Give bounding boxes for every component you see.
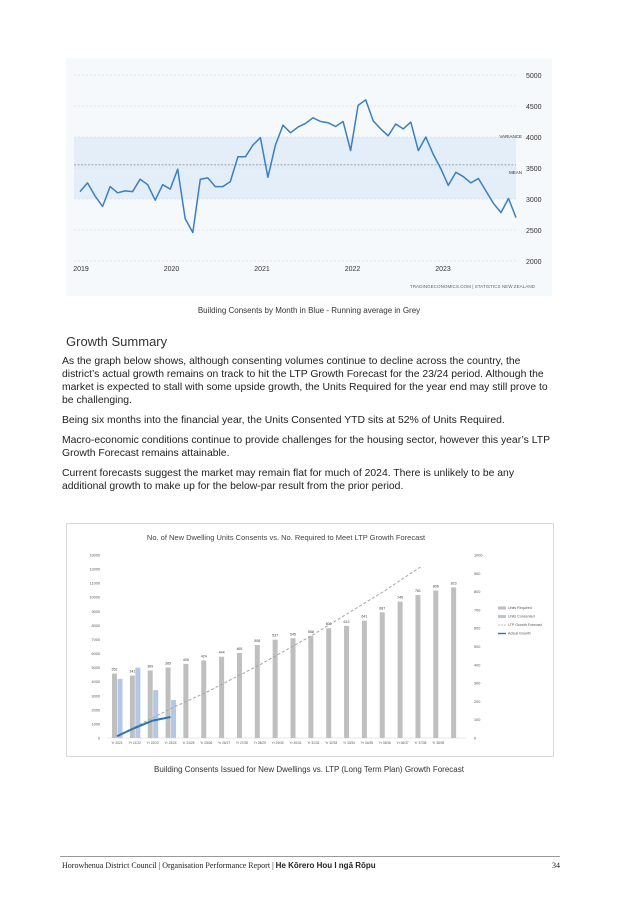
footer-org: Horowhenua District Council | Organisation Performance Report | — [62, 861, 276, 870]
bar-value-label: 613 — [343, 619, 350, 624]
y-right-tick: 900 — [474, 571, 481, 576]
x-tick-label: Yr 23/24 — [164, 741, 177, 745]
x-tick-label: 2022 — [344, 266, 361, 273]
bar-units-required — [362, 621, 367, 738]
paragraph: Being six months into the financial year, the Units Consented YTD sits at 52% of Units Required. — [62, 415, 505, 426]
y-left-tick: 9000 — [91, 609, 100, 614]
bar-units-required — [398, 601, 403, 738]
bar-units-required — [255, 645, 260, 738]
x-tick-label: Yr 28/29 — [253, 741, 266, 745]
bar-value-label: 424 — [200, 654, 207, 659]
y-right-tick: 0 — [474, 736, 477, 741]
bar-units-required — [148, 670, 153, 738]
x-tick-label: Yr 25/26 — [200, 741, 213, 745]
x-tick-label: Yr 32/33 — [325, 741, 338, 745]
legend-label: Units Consented — [508, 614, 535, 619]
y-left-tick: 10000 — [89, 595, 100, 600]
x-tick-label: Yr 35/36 — [378, 741, 391, 745]
y-right-tick: 500 — [474, 645, 481, 649]
bar-units-required — [219, 657, 224, 738]
y-left-tick: 1000 — [91, 722, 100, 727]
x-tick-label: 2023 — [435, 266, 451, 273]
bar-units-required — [326, 628, 331, 738]
paragraph: Macro-economic conditions continue to provide challenges for the housing sector, however this year’s LTP Growth Forecast remains attainable. — [62, 435, 550, 459]
y-tick-label: 4500 — [526, 104, 542, 111]
bar-value-label: 537 — [272, 633, 279, 638]
page-number: 34 — [552, 861, 560, 870]
bar-value-label: 641 — [361, 614, 368, 619]
bar-units-required — [344, 626, 349, 738]
footer-report-name: He Kōrero Hou I ngā Rōpu — [275, 861, 376, 870]
mean-label: MEAN — [508, 169, 522, 175]
y-tick-label: 4000 — [526, 135, 542, 142]
x-tick-label: Yr 29/30 — [271, 741, 284, 745]
bar-value-label: 341 — [129, 669, 136, 674]
x-tick-label: Yr 33/34 — [343, 741, 356, 745]
bar-value-label: 444 — [218, 650, 225, 655]
dwelling-consents-bar-chart — [66, 523, 552, 755]
x-tick-label: Yr 34/35 — [360, 741, 373, 745]
y-left-tick: 2000 — [91, 708, 100, 713]
paragraph: Current forecasts suggest the market may remain flat for much of 2024. There is unlikely to be any additional growth to make up for the below-par result from the prior period. — [62, 468, 515, 492]
x-tick-label: Yr 38/39 — [432, 741, 445, 745]
bar-units-required — [166, 668, 171, 738]
bar-value-label: 781 — [414, 589, 421, 594]
y-right-tick: 400 — [474, 663, 481, 668]
bar-units-required — [201, 660, 206, 738]
y-right-tick: 200 — [474, 699, 481, 704]
bar-value-label: 545 — [290, 632, 296, 637]
x-tick-label: Yr 30/31 — [289, 741, 302, 745]
bar-value-label: 352 — [111, 667, 118, 672]
bar-units-required — [183, 664, 188, 738]
chart1-caption: Building Consents by Month in Blue - Running average in Grey — [197, 306, 421, 315]
ltp-forecast-line — [117, 567, 421, 736]
y-left-tick: 0 — [97, 736, 100, 741]
y-right-tick: 700 — [474, 608, 481, 613]
y-tick-label: 3500 — [526, 166, 542, 173]
bar-value-label: 600 — [325, 622, 332, 627]
legend-swatch — [498, 615, 506, 618]
y-left-tick: 7000 — [91, 637, 100, 642]
bar-units-required — [273, 640, 278, 738]
x-tick-label: Yr 21/22 — [128, 741, 141, 745]
y-tick-label: 2000 — [526, 259, 542, 266]
x-tick-label: Yr 31/32 — [307, 741, 320, 745]
legend-label: Actual Growth — [508, 631, 531, 636]
footer-text — [62, 861, 376, 870]
x-tick-label: Yr 2021 — [111, 741, 123, 745]
bar-units-required — [415, 595, 420, 738]
bar-units-required — [112, 674, 117, 738]
y-left-tick: 11000 — [89, 581, 100, 586]
bar-value-label: 558 — [307, 629, 314, 634]
y-left-tick: 3000 — [91, 694, 100, 699]
section-heading: Growth Summary — [66, 334, 168, 349]
bar-units-consented — [171, 700, 176, 738]
legend-label: Units Required — [508, 606, 532, 610]
paragraph: As the graph below shows, although consenting volumes continue to decline across the country, the district’s actual growth remains on track to hit the LTP Growth Forecast for the 23/24 period. Although the market is expected to stall with some upside growth, the Units Required for the year end may still prove to be challenging. — [62, 356, 548, 406]
x-tick-label: Yr 22/23 — [146, 741, 159, 745]
bar-value-label: 405 — [182, 657, 189, 662]
y-left-tick: 5000 — [91, 666, 100, 671]
bar-units-required — [433, 591, 438, 738]
source-note: TRADINGECONOMICS.COM | STATISTICS NEW ZEALAND — [409, 284, 535, 289]
building-consents-line-chart — [66, 58, 552, 296]
bar-units-required — [291, 638, 296, 738]
x-tick-label: Yr 36/37 — [396, 741, 409, 745]
bar-units-required — [308, 636, 313, 738]
chart2-caption: Building Consents Issued for New Dwellings vs. LTP (Long Term Plan) Growth Forecast — [154, 765, 464, 774]
bar-units-required — [451, 587, 456, 738]
y-right-tick: 1000 — [474, 553, 483, 558]
bar-value-label: 806 — [432, 584, 439, 589]
y-tick-label: 2500 — [526, 228, 542, 235]
bar-value-label: 508 — [254, 639, 261, 644]
y-tick-label: 3000 — [526, 197, 542, 204]
bar-value-label: 385 — [165, 661, 172, 666]
x-tick-label: Yr 24/25 — [182, 741, 195, 745]
variance-label: VARIANCE — [499, 134, 522, 139]
y-left-tick: 12000 — [89, 567, 100, 572]
actual-growth-line — [117, 717, 171, 736]
y-left-tick: 8000 — [91, 623, 100, 628]
y-left-tick: 4000 — [91, 680, 100, 685]
bar-value-label: 823 — [450, 581, 457, 586]
bar-value-label: 465 — [236, 646, 243, 651]
bar-value-label: 687 — [379, 606, 386, 611]
legend-swatch — [498, 607, 506, 610]
bar-units-required — [237, 653, 242, 738]
bar-units-consented — [153, 690, 158, 738]
y-right-tick: 100 — [474, 718, 481, 723]
x-tick-label: 2019 — [73, 266, 89, 273]
x-tick-label: 2021 — [254, 266, 270, 273]
y-right-tick: 300 — [474, 681, 481, 686]
y-right-tick: 600 — [474, 626, 481, 631]
x-tick-label: Yr 37/38 — [414, 741, 427, 745]
bar-units-consented — [118, 679, 123, 738]
section-body — [62, 355, 552, 500]
x-tick-label: Yr 27/28 — [235, 741, 248, 745]
bar-value-label: 746 — [397, 595, 404, 600]
y-tick-label: 5000 — [526, 73, 542, 80]
footer-divider — [60, 856, 560, 857]
bar-value-label: 369 — [147, 664, 154, 669]
x-tick-label: Yr 26/27 — [218, 741, 231, 745]
y-left-tick: 13000 — [89, 553, 100, 558]
chart2-title: No. of New Dwelling Units Consents vs. No. Required to Meet LTP Growth Forecast — [146, 533, 426, 542]
legend-label: LTP Growth Forecast — [508, 623, 542, 627]
y-left-tick: 6000 — [91, 652, 100, 657]
bar-units-required — [380, 612, 385, 738]
x-tick-label: 2020 — [163, 266, 180, 273]
y-right-tick: 800 — [474, 590, 481, 595]
